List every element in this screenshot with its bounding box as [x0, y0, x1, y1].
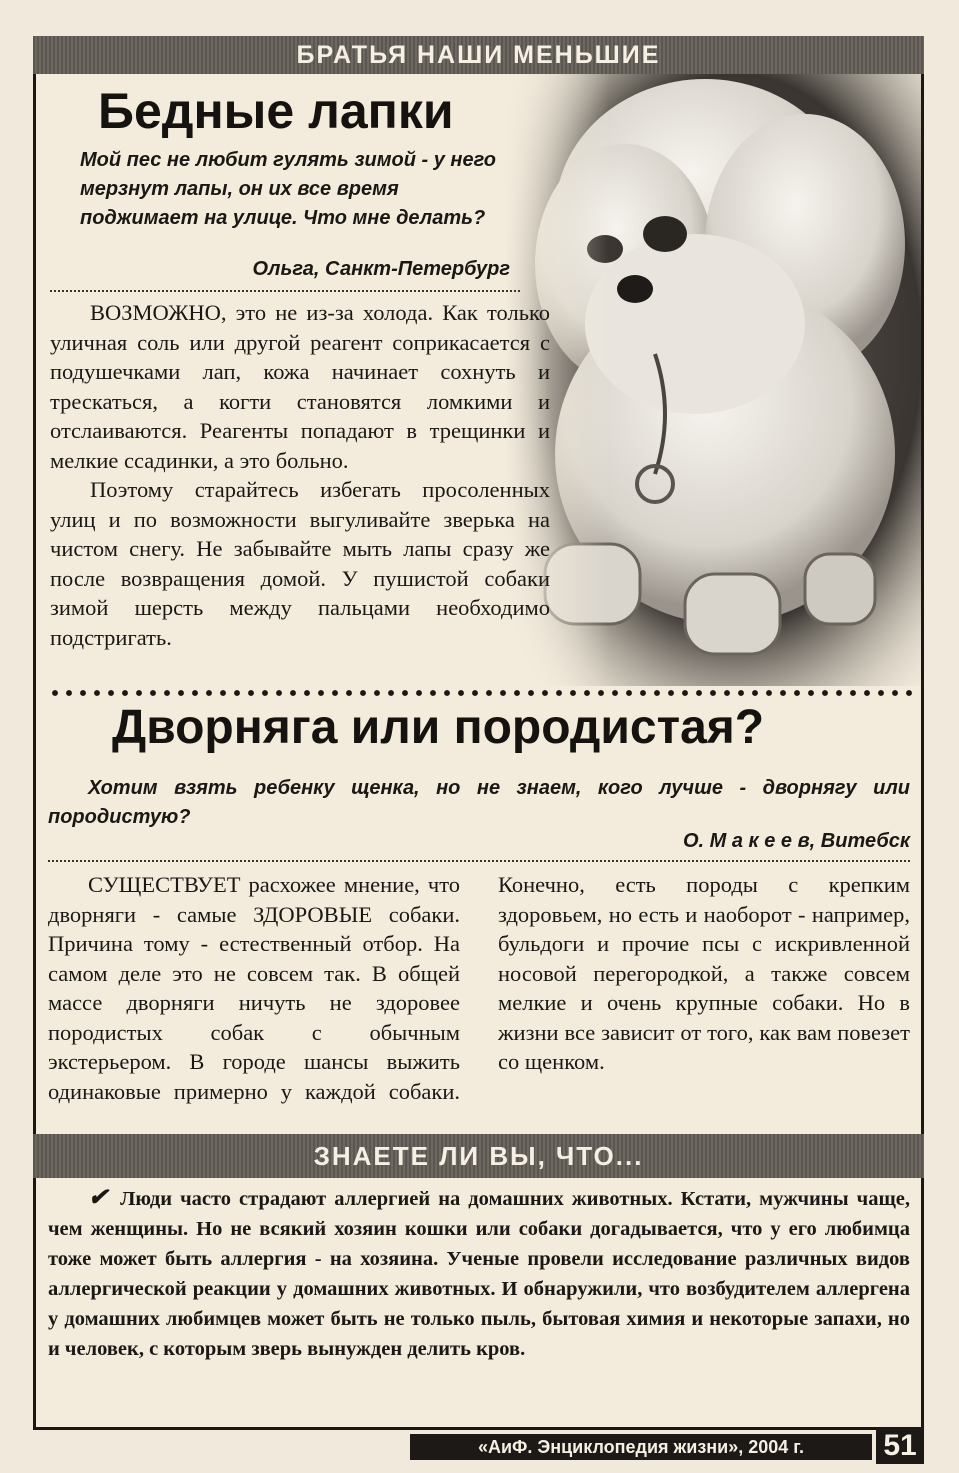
checkmark-icon: ✔	[88, 1185, 109, 1211]
did-you-know-body: Люди часто страдают аллергией на домашних животных. Кстати, мужчины чаще, чем женщины. Но не всякий хозяин кошки или собаки догадывается, что у его любимца тоже может быть аллергия - на хозяина. Ученые провели исследование различных видов аллергической реакции у домашних животных. И обнаружили, что возбудителем аллергена у домашних любимцев может быть не только пыль, бытовая химия и некоторые запахи, но и человек, с которым зверь вынужден делить кров.	[48, 1188, 910, 1360]
did-you-know-banner: ЗНАЕТЕ ЛИ ВЫ, ЧТО...	[33, 1134, 924, 1178]
divider	[50, 290, 520, 292]
divider	[48, 860, 910, 862]
did-you-know-text	[48, 1183, 910, 1364]
article1-question: Мой пес не любит гулять зимой - у него мерзнут лапы, он их все время поджимает на улице. Что мне делать?	[80, 149, 497, 229]
source-footer: «АиФ. Энциклопедия жизни», 2004 г.	[410, 1434, 872, 1460]
article2-body	[48, 870, 910, 1122]
article1-title: Бедные лапки	[98, 83, 454, 139]
page-number: 51	[876, 1428, 924, 1464]
article2-paragraph: СУЩЕСТВУЕТ расхожее мнение, что дворняги - самые ЗДОРОВЫЕ собаки. Причина тому - естественный отбор. На самом деле это не совсем так. В общей массе дворняги ничуть не здоровее породистых собак с обычным экстерьером. В городе шансы выжить одинаковые примерно у каждой собаки. Конечно, есть породы с крепким здоровьем, но есть и наоборот - например, бульдоги и прочие псы с искривленной носовой перегородкой, а также совсем мелкие и очень крупные собаки. Но в жизни все зависит от того, как вам повезет со щенком.	[48, 872, 910, 1104]
article1-author: Ольга, Санкт-Петербург	[252, 258, 510, 280]
article2-question: Хотим взять ребенку щенка, но не знаем, кого лучше - дворнягу или породистую?	[48, 777, 910, 828]
article1-paragraph: Поэтому старайтесь избегать просоленных улиц и по возможности выгуливайте зверька на чистом снегу. Не забывайте мыть лапы сразу же после возвращения домой. У пушистой собаки зимой шерсть между пальцами необходимо подстригать.	[50, 477, 550, 650]
article2-title: Дворняга или породистая?	[112, 701, 765, 754]
section-rubric: БРАТЬЯ НАШИ МЕНЬШИЕ	[33, 36, 924, 74]
article1-body	[50, 298, 550, 652]
bead-divider	[48, 688, 916, 698]
article2-author: О. М а к е е в, Витебск	[682, 830, 910, 852]
article1-paragraph: ВОЗМОЖНО, это не из-за холода. Как только уличная соль или другой реагент соприкасается с подушечками лап, кожа начинает сохнуть и трескаться, а когти становятся ломкими и отслаиваются. Реагенты попадают в трещинки и мелкие ссадинки, а это больно.	[50, 300, 550, 473]
poodle-in-booties-photo	[505, 74, 921, 686]
